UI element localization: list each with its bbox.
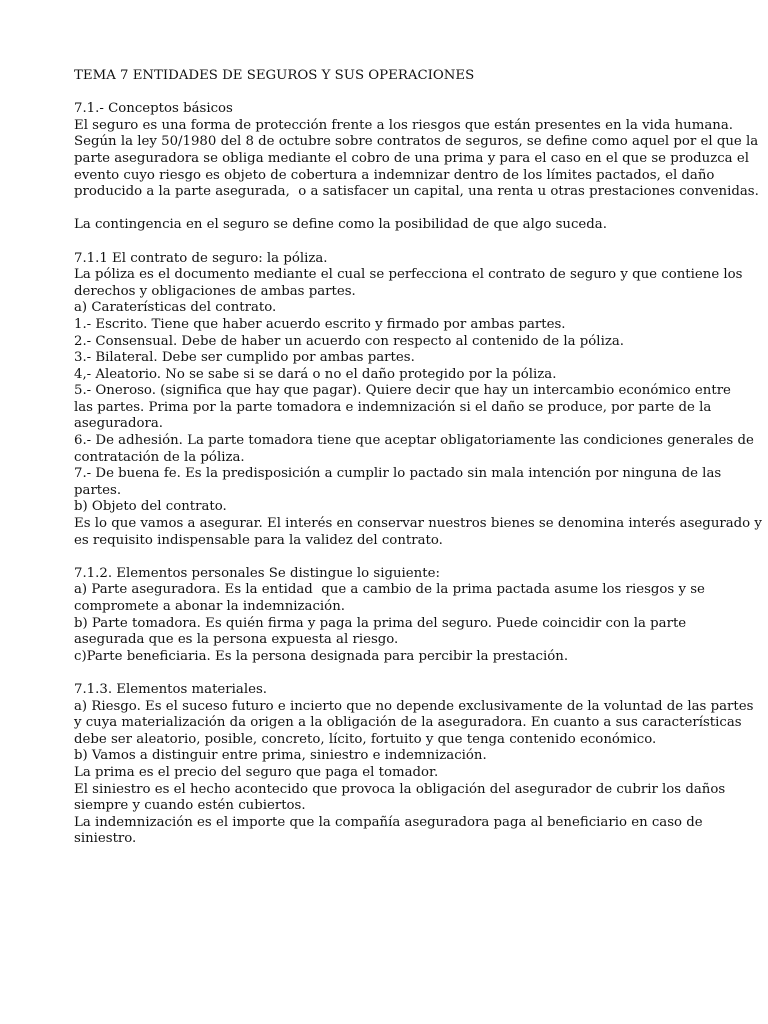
text-line: c)Parte beneficiaria. Es la persona designada para percibir la prestación. <box>74 648 569 664</box>
text-line: aseguradora. <box>74 416 164 432</box>
document-section <box>74 101 759 201</box>
text-line: 1.- Escrito. Tiene que haber acuerdo escrito y firmado por ambas partes. <box>74 316 566 332</box>
text-line: a) Parte aseguradora. Es la entidad que a cambio de la prima pactada asume los riesgos y se <box>74 582 705 598</box>
text-line: b) Parte tomadora. Es quién firma y paga la prima del seguro. Puede coincidir con la parte <box>74 615 687 631</box>
text-line: siniestro. <box>74 831 137 847</box>
text-line: a) Riesgo. Es el suceso futuro e incierto que no depende exclusivamente de la voluntad de las partes <box>74 698 754 714</box>
text-line: parte aseguradora se obliga mediante el cobro de una prima y para el caso en el que se produzca el <box>74 150 749 166</box>
text-line: b) Objeto del contrato. <box>74 499 227 515</box>
text-line: las partes. Prima por la parte tomadora e indemnización si el daño se produce, por parte de la <box>74 399 712 415</box>
text-line: El seguro es una forma de protección frente a los riesgos que están presentes en la vida humana. <box>74 117 733 133</box>
text-line: 2.- Consensual. Debe de haber un acuerdo con respecto al contenido de la póliza. <box>74 333 624 349</box>
text-line: b) Vamos a distinguir entre prima, siniestro e indemnización. <box>74 748 487 764</box>
text-line: evento cuyo riesgo es objeto de cobertura a indemnizar dentro de los límites pactados, el daño <box>74 167 715 183</box>
text-line: La prima es el precio del seguro que paga el tomador. <box>74 764 439 780</box>
text-line: compromete a abonar la indemnización. <box>74 599 345 614</box>
text-line: El siniestro es el hecho acontecido que provoca la obligación del asegurador de cubrir los daños <box>74 781 726 797</box>
text-line: La contingencia en el seguro se define como la posibilidad de que algo suceda. <box>74 217 607 233</box>
text-line: Según la ley 50/1980 del 8 de octubre sobre contratos de seguros, se define como aquel por el que la <box>74 134 759 150</box>
document-section <box>74 566 704 666</box>
document-section <box>74 217 704 234</box>
text-line: siempre y cuando estén cubiertos. <box>74 798 306 814</box>
text-line: La póliza es el documento mediante el cual se perfecciona el contrato de seguro y que contiene los <box>74 267 743 283</box>
paragraph-gap <box>74 201 704 218</box>
document-page <box>74 68 762 848</box>
paragraph-gap <box>74 665 704 682</box>
text-line: 7.1.1 El contrato de seguro: la póliza. <box>74 250 328 266</box>
text-line: 7.1.3. Elementos materiales. <box>74 681 268 697</box>
text-line: La indemnización es el importe que la compañía aseguradora paga al beneficiario en caso de <box>74 814 703 830</box>
text-line: producido a la parte asegurada, o a satisfacer un capital, una renta u otras prestaciones convenidas. <box>74 184 759 200</box>
text-line: 4,- Aleatorio. No se sabe si se dará o no el daño protegido por la póliza. <box>74 366 557 382</box>
document-title: TEMA 7 ENTIDADES DE SEGUROS Y SUS OPERACIONES <box>74 68 475 83</box>
text-line: 7.- De buena fe. Es la predisposición a cumplir lo pactado sin mala intención por ninguna de las <box>74 466 722 482</box>
paragraph-gap <box>74 234 704 251</box>
text-line: 7.1.2. Elementos personales Se distingue lo siguiente: <box>74 565 440 581</box>
text-line: 3.- Bilateral. Debe ser cumplido por ambas partes. <box>74 350 415 366</box>
paragraph-gap <box>74 85 704 102</box>
text-line: 7.1.- Conceptos básicos <box>74 101 233 117</box>
text-line: asegurada que es la persona expuesta al riesgo. <box>74 632 399 648</box>
document-section <box>74 250 762 550</box>
text-line: contratación de la póliza. <box>74 449 245 465</box>
text-line: 5.- Oneroso. (significa que hay que pagar). Quiere decir que hay un intercambio económico entre <box>74 383 731 399</box>
text-line: es requisito indispensable para la validez del contrato. <box>74 532 443 548</box>
paragraph-gap <box>74 549 704 566</box>
text-line: y cuya materialización da origen a la obligación de la aseguradora. En cuanto a sus características <box>74 715 742 731</box>
text-line: partes. <box>74 482 122 498</box>
text-line: derechos y obligaciones de ambas partes. <box>74 283 356 299</box>
document-section <box>74 681 754 848</box>
text-line: a) Caraterísticas del contrato. <box>74 300 277 316</box>
text-line: debe ser aleatorio, posible, concreto, lícito, fortuito y que tenga contenido económico. <box>74 731 657 747</box>
document-body <box>74 85 762 848</box>
text-line: Es lo que vamos a asegurar. El interés en conservar nuestros bienes se denomina interés asegurado y <box>74 516 762 532</box>
text-line: 6.- De adhesión. La parte tomadora tiene que aceptar obligatoriamente las condiciones generales de <box>74 433 754 449</box>
